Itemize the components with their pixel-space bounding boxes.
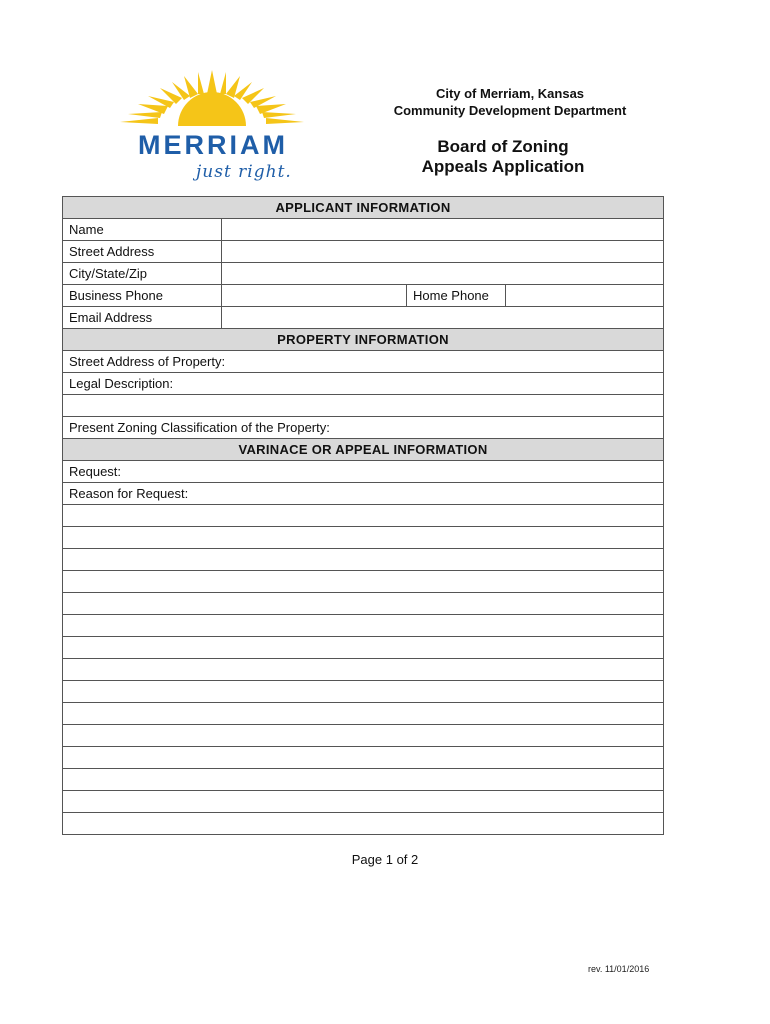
- request-label: Request:: [69, 464, 122, 479]
- variance-section-title: VARINACE OR APPEAL INFORMATION: [238, 442, 488, 457]
- page-number: Page 1 of 2: [351, 852, 419, 867]
- reason-line[interactable]: [63, 505, 663, 527]
- org-line-1: City of Merriam, Kansas: [435, 86, 585, 101]
- reason-row[interactable]: [63, 483, 663, 505]
- home-phone-label: Home Phone: [406, 285, 505, 306]
- phone-row: [63, 285, 663, 307]
- org-line-2: Community Development Department: [393, 103, 627, 118]
- city-row: [63, 263, 663, 285]
- merriam-logo: [112, 68, 312, 188]
- street-label: Street Address: [69, 244, 155, 259]
- logo-tagline: just right.: [196, 162, 292, 182]
- reason-line[interactable]: [63, 593, 663, 615]
- organization-header: [360, 85, 660, 119]
- reason-line[interactable]: [63, 725, 663, 747]
- business-phone-field[interactable]: [221, 285, 406, 306]
- legal-description-label: Legal Description:: [69, 376, 174, 391]
- reason-line[interactable]: [63, 747, 663, 769]
- reason-line[interactable]: [63, 703, 663, 725]
- logo-wordmark: MERRIAM: [138, 130, 288, 160]
- name-row: [63, 219, 663, 241]
- city-field[interactable]: [221, 263, 663, 284]
- city-label: City/State/Zip: [69, 266, 148, 281]
- property-section-header: [63, 329, 663, 351]
- property-section-title: PROPERTY INFORMATION: [277, 332, 449, 347]
- business-phone-label: Business Phone: [69, 288, 163, 303]
- reason-line[interactable]: [63, 681, 663, 703]
- application-form: [62, 196, 664, 835]
- reason-line[interactable]: [63, 769, 663, 791]
- title-line-2: Appeals Application: [421, 157, 585, 176]
- reason-line[interactable]: [63, 571, 663, 593]
- title-line-1: Board of Zoning: [437, 137, 569, 156]
- email-field[interactable]: [221, 307, 663, 328]
- street-field[interactable]: [221, 241, 663, 262]
- sun-icon: [112, 68, 312, 138]
- reason-label: Reason for Request:: [69, 486, 189, 501]
- zoning-label: Present Zoning Classification of the Property:: [69, 420, 330, 435]
- email-row: [63, 307, 663, 329]
- legal-description-row[interactable]: [63, 373, 663, 395]
- zoning-row[interactable]: [63, 417, 663, 439]
- request-row[interactable]: [63, 461, 663, 483]
- applicant-section-title: APPLICANT INFORMATION: [275, 200, 451, 215]
- property-street-row[interactable]: [63, 351, 663, 373]
- name-label: Name: [69, 222, 104, 237]
- variance-section-header: [63, 439, 663, 461]
- reason-line[interactable]: [63, 615, 663, 637]
- legal-description-line[interactable]: [63, 395, 663, 417]
- reason-line[interactable]: [63, 791, 663, 813]
- reason-line[interactable]: [63, 659, 663, 681]
- home-phone-field[interactable]: [505, 285, 663, 306]
- reason-line[interactable]: [63, 637, 663, 659]
- reason-line[interactable]: [63, 813, 663, 835]
- reason-line[interactable]: [63, 527, 663, 549]
- street-row: [63, 241, 663, 263]
- name-field[interactable]: [221, 219, 663, 240]
- applicant-section-header: [63, 197, 663, 219]
- property-street-label: Street Address of Property:: [69, 354, 226, 369]
- email-label: Email Address: [69, 310, 153, 325]
- reason-line[interactable]: [63, 549, 663, 571]
- page-title: [360, 137, 646, 177]
- revision-date: rev. 11/01/2016: [588, 964, 650, 974]
